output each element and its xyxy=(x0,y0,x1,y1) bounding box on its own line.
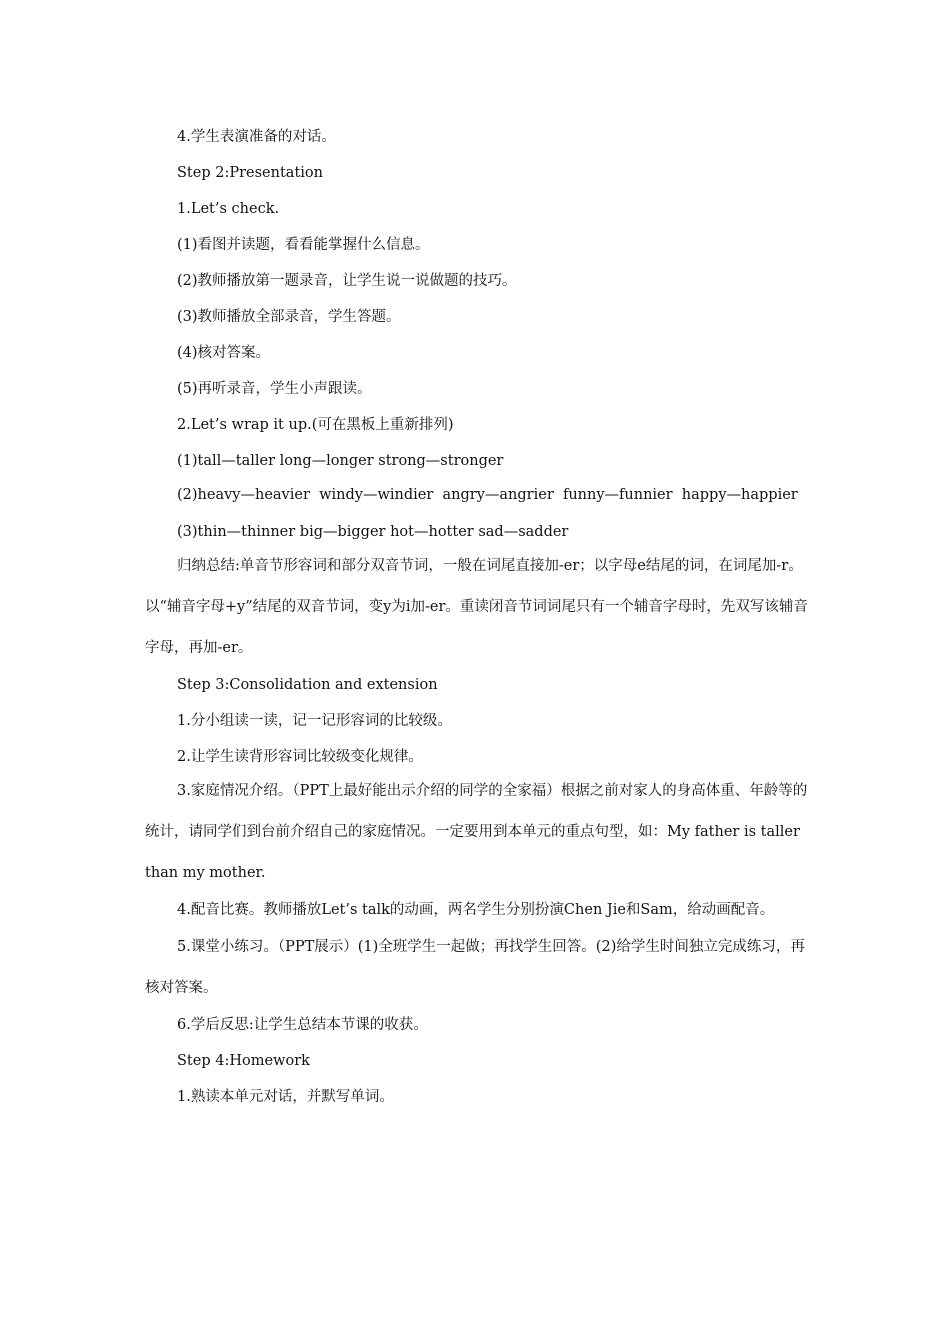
paragraph: 2.让学生读背形容词比较级变化规律。 xyxy=(177,749,423,765)
paragraph: (2)教师播放第一题录音，让学生说一说做题的技巧。 xyxy=(177,273,517,289)
paragraph: (3)教师播放全部录音，学生答题。 xyxy=(177,309,401,325)
paragraph: 2.Let’s wrap it up.(可在黑板上重新排列) xyxy=(177,417,454,433)
paragraph: (4)核对答案。 xyxy=(177,345,271,361)
section-heading: Step 2:Presentation xyxy=(177,165,323,181)
paragraph: (1)tall—taller long—longer strong—stronger xyxy=(177,453,504,469)
paragraph: 1.Let’s check. xyxy=(177,201,280,217)
paragraph: 5.课堂小练习。（PPT展示）(1)全班学生一起做；再找学生回答。(2)给学生时间独立完成练习，再核对答案。 xyxy=(145,939,805,996)
paragraph: 3.家庭情况介绍。（PPT上最好能出示介绍的同学的全家福）根据之前对家人的身高体重、年龄等的统计，请同学们到台前介绍自己的家庭情况。一定要用到本单元的重点句型，如：My father is taller than my mother. xyxy=(145,783,808,881)
paragraph: 1.分小组读一读，记一记形容词的比较级。 xyxy=(177,713,452,729)
paragraph: 6.学后反思:让学生总结本节课的收获。 xyxy=(177,1017,428,1033)
paragraph: (3)thin—thinner big—bigger hot—hotter sad—sadder xyxy=(177,524,569,540)
paragraph: 4.配音比赛。教师播放Let’s talk的动画，两名学生分别扮演Chen Jie和Sam，给动画配音。 xyxy=(177,902,775,918)
section-heading: Step 3:Consolidation and extension xyxy=(177,677,438,693)
paragraph: 1.熟读本单元对话，并默写单词。 xyxy=(177,1089,394,1105)
document-body xyxy=(145,119,810,1115)
section-heading: Step 4:Homework xyxy=(177,1053,310,1069)
paragraph: 归纳总结:单音节形容词和部分双音节词，一般在词尾直接加-er；以字母e结尾的词，在词尾加-r。以“辅音字母+y”结尾的双音节词，变y为i加-er。重读闭音节词词尾只有一个辅音字母时，先双写该辅音字母，再加-er。 xyxy=(145,558,808,656)
paragraph: 4.学生表演准备的对话。 xyxy=(177,129,336,145)
paragraph: (1)看图并读题，看看能掌握什么信息。 xyxy=(177,237,430,253)
paragraph: (5)再听录音，学生小声跟读。 xyxy=(177,381,372,397)
paragraph: (2)heavy—heavier windy—windier angry—angrier funny—funnier happy—happier xyxy=(177,487,798,503)
